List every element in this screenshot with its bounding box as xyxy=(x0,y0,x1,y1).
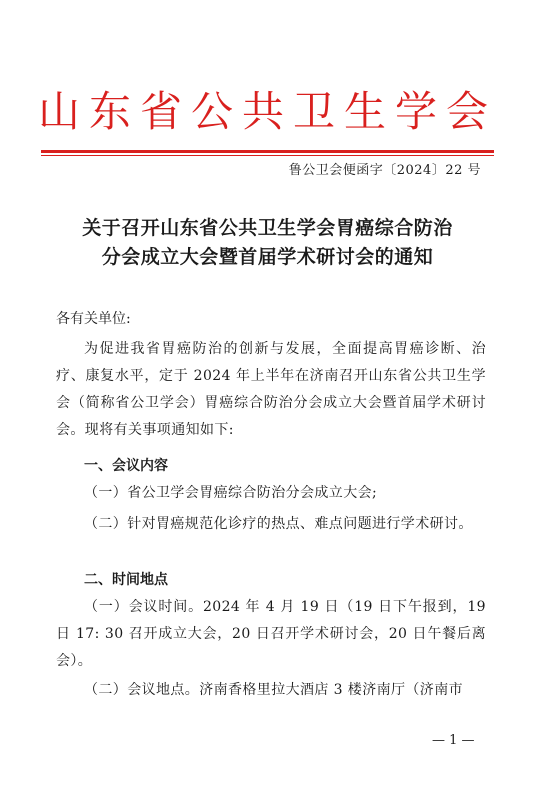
section-2-item-1: （一）会议时间。2024 年 4 月 19 日（19 日下午报到，19 日 17: 30 召开成立大会，20 日召开学术研讨会，20 日午餐后离会）。 xyxy=(56,599,486,669)
header-divider-thin xyxy=(41,155,494,156)
section-2-heading: 二、时间地点 xyxy=(84,572,168,588)
section-1-item-2: （二）针对胃癌规范化诊疗的热点、难点问题进行学术研讨。 xyxy=(84,516,473,532)
page-number: — 1 — xyxy=(432,733,475,748)
organization-header: 山东省公共卫生学会 xyxy=(37,87,497,136)
document-number: 鲁公卫会便函字〔2024〕22 号 xyxy=(288,163,481,178)
salutation: 各有关单位: xyxy=(56,311,131,327)
intro-paragraph: 为促进我省胃癌防治的创新与发展，全面提高胃癌诊断、治疗、康复水平，定于 2024 年上半年在济南召开山东省公共卫生学会（简称省公卫学会）胃癌综合防治分会成立大会暨首届学术研讨会。现将有关事项通知如下: xyxy=(56,341,486,438)
section-1-item-1: （一）省公卫学会胃癌综合防治分会成立大会; xyxy=(84,485,378,501)
title-line-2: 分会成立大会暨首届学术研讨会的通知 xyxy=(101,246,434,268)
section-1-heading: 一、会议内容 xyxy=(84,458,168,474)
section-2-item-2: （二）会议地点。济南香格里拉大酒店 3 楼济南厅（济南市 xyxy=(84,682,464,698)
title-line-1: 关于召开山东省公共卫生学会胃癌综合防治 xyxy=(82,217,453,239)
header-divider-thick xyxy=(41,150,494,153)
document-title xyxy=(30,214,505,272)
